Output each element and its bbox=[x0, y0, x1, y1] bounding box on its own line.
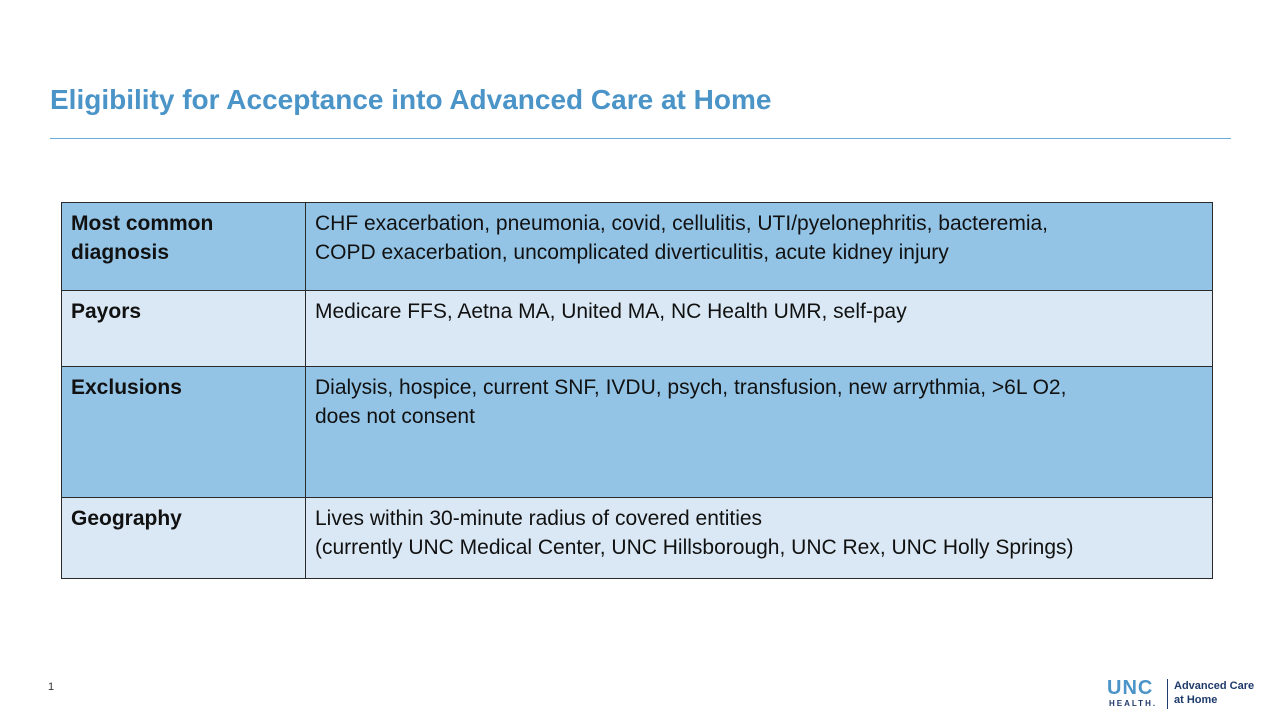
row-value-diagnosis bbox=[306, 203, 1213, 291]
label-line: diagnosis bbox=[71, 241, 170, 264]
eligibility-table bbox=[61, 202, 1213, 579]
value-line: Dialysis, hospice, current SNF, IVDU, psych, transfusion, new arrythmia, >6L O2, bbox=[315, 376, 1067, 399]
logo-health-text: HEALTH. bbox=[1109, 699, 1158, 708]
logo-unc-text: UNC bbox=[1107, 677, 1154, 699]
table-row bbox=[62, 203, 1213, 291]
value-line: does not consent bbox=[315, 405, 475, 428]
row-label-exclusions bbox=[62, 367, 306, 498]
row-label-geography bbox=[62, 498, 306, 579]
table-row bbox=[62, 367, 1213, 498]
label-line: Payors bbox=[71, 300, 142, 323]
value-line: Lives within 30-minute radius of covered entities bbox=[315, 507, 763, 530]
row-value-exclusions bbox=[306, 367, 1213, 498]
value-line: Medicare FFS, Aetna MA, United MA, NC Health UMR, self-pay bbox=[315, 300, 907, 323]
row-value-geography bbox=[306, 498, 1213, 579]
page-number: 1 bbox=[48, 681, 55, 693]
logo-divider bbox=[1167, 679, 1168, 709]
logo-program-name bbox=[1174, 679, 1254, 707]
title-divider bbox=[50, 138, 1231, 139]
row-label-payors bbox=[62, 291, 306, 367]
row-value-payors bbox=[306, 291, 1213, 367]
logo-text-line: Advanced Care bbox=[1174, 680, 1255, 692]
logo-text-line: at Home bbox=[1174, 694, 1218, 706]
logo-mark bbox=[1106, 677, 1164, 711]
value-line: CHF exacerbation, pneumonia, covid, cellulitis, UTI/pyelonephritis, bacteremia, bbox=[315, 212, 1049, 235]
label-line: Exclusions bbox=[71, 376, 182, 399]
table-row bbox=[62, 291, 1213, 367]
value-line: (currently UNC Medical Center, UNC Hillsborough, UNC Rex, UNC Holly Springs) bbox=[315, 536, 1074, 559]
slide-title: Eligibility for Acceptance into Advanced Care at Home bbox=[50, 84, 772, 115]
table-row bbox=[62, 498, 1213, 579]
label-line: Geography bbox=[71, 507, 182, 530]
label-line: Most common bbox=[71, 212, 214, 235]
unc-health-logo bbox=[1106, 677, 1271, 711]
value-line: COPD exacerbation, uncomplicated diverticulitis, acute kidney injury bbox=[315, 241, 949, 264]
row-label-diagnosis bbox=[62, 203, 306, 291]
